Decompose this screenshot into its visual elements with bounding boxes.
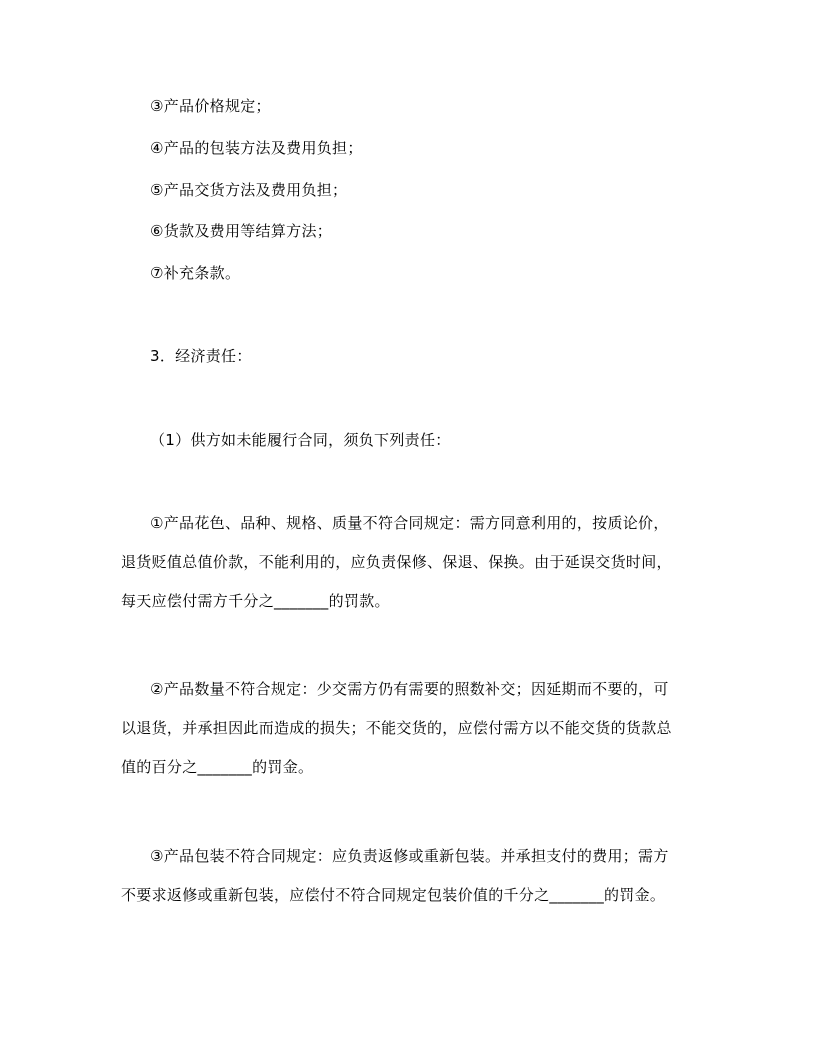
clause-line: 每天应偿付需方千分之_______的罚款。 — [121, 592, 390, 610]
clause-line: ①产品花色、品种、规格、质量不符合同规定：需方同意利用的，按质论价， — [150, 514, 669, 532]
clause-line: 不要求返修或重新包装，应偿付不符合同规定包装价值的千分之_______的罚金。 — [121, 886, 666, 904]
list-item-settlement: ⑥货款及费用等结算方法； — [150, 222, 333, 240]
clause-packaging — [121, 846, 696, 924]
clause-line: 退货贬值总值价款，不能利用的，应负责保修、保退、保换。由于延误交货时间， — [121, 553, 672, 571]
section-heading: 3．经济责任： — [150, 347, 252, 365]
clause-quantity — [121, 679, 696, 796]
clause-line: 以退货，并承担因此而造成的损失；不能交货的，应偿付需方以不能交货的货款总 — [121, 719, 672, 737]
clause-line: ②产品数量不符合规定：少交需方仍有需要的照数补交；因延期而不要的，可 — [150, 680, 669, 698]
clause-line: ③产品包装不符合同规定：应负责返修或重新包装。并承担支付的费用；需方 — [150, 847, 669, 865]
list-item-supplementary: ⑦补充条款。 — [150, 264, 241, 282]
subsection-heading: （1）供方如未能履行合同，须负下列责任： — [150, 431, 451, 449]
list-item-packaging: ④产品的包装方法及费用负担； — [150, 139, 363, 157]
clause-quality — [121, 513, 696, 630]
list-item-delivery: ⑤产品交货方法及费用负担； — [150, 181, 348, 199]
list-item-price: ③产品价格规定； — [150, 97, 271, 115]
clause-line: 值的百分之_______的罚金。 — [121, 758, 314, 776]
